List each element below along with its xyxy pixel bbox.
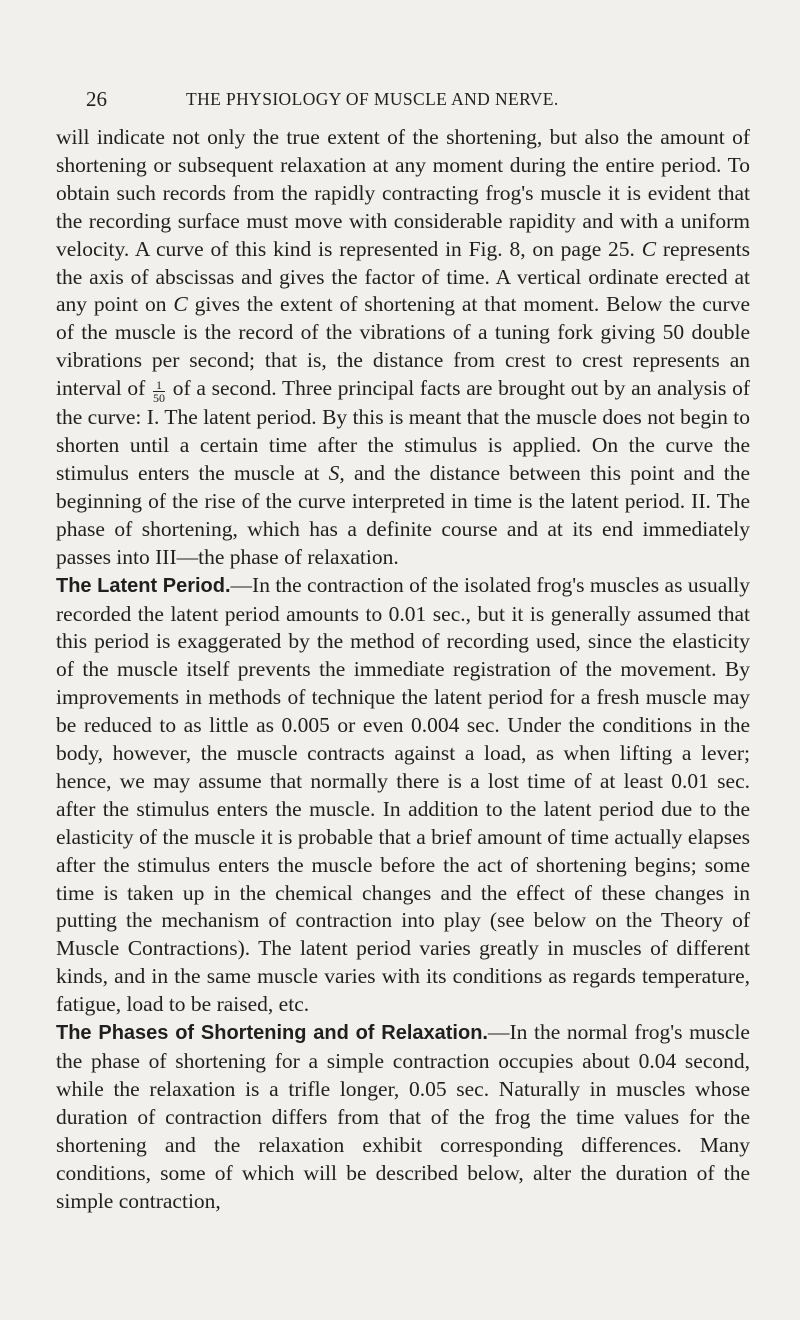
text-run: gives the extent of shortening at that moment. Below the curve of the muscle is the record of the vibrations of a tuning fork giving 50 double vibrations per second; that is, the distance from crest to crest represents an interval of (56, 292, 751, 401)
paragraph-latent-period (56, 572, 750, 1020)
text-run: and the distance between this point and the beginning of the rise of the curve interpreted in time is the latent period. II. The phase of shortening, which has a definite course and at its end immediately passes into III—the phase of relaxation. (56, 460, 750, 569)
text-run: of a second. Three principal facts are brought out by an analysis of the curve: I. The latent period. By this is meant that the muscle does not begin to shorten until a certain time after the stimulus is applied. On the curve the stimulus enters the muscle at (56, 376, 751, 485)
fraction (153, 379, 165, 404)
page-header (86, 84, 714, 114)
symbol-c: C (641, 236, 657, 261)
fraction-denominator: 50 (153, 391, 165, 406)
text-run: represents the axis of abscissas and gives the factor of time. A vertical ordinate erected at any point on (56, 236, 751, 317)
text-run: will indicate not only the true extent of the shortening, but also the amount of shortening or subsequent relaxation at any moment during the entire period. To obtain such records from the rapidly contracting frog's muscle it is evident that the recording surface must move with considerable rapidity and with a uniform velocity. A curve of this kind is represented in Fig. 8, on page 25. (56, 125, 750, 261)
paragraph-phases (56, 1019, 750, 1215)
section-heading-latent-period: The Latent Period. (56, 574, 231, 597)
paragraph-text: —In the normal frog's muscle the phase of shortening for a simple contraction occupies about 0.04 second, while the relaxation is a trifle longer, 0.05 sec. Naturally in muscles whose duration of contraction differs from that of the frog the time values for the shortening and the relaxation exhibit corresponding differences. Many conditions, some of which will be described below, alter the duration of the simple contraction, (56, 1020, 750, 1213)
paragraph-curve-description (56, 124, 750, 572)
fraction-numerator: 1 (153, 379, 165, 392)
symbol-c: C (173, 292, 188, 317)
body-text (56, 124, 750, 1215)
page-number: 26 (86, 87, 107, 111)
symbol-s: S, (328, 460, 345, 485)
running-head: THE PHYSIOLOGY OF MUSCLE AND NERVE. (186, 89, 559, 109)
paragraph-text: —In the contraction of the isolated frog's muscles as usually recorded the latent period amounts to 0.01 sec., but it is generally assumed that this period is exaggerated by the method of recording used, since the elasticity of the muscle itself prevents the immediate registration of the movement. By improvements in methods of technique the latent period for a fresh muscle may be reduced to as little as 0.005 or even 0.004 sec. Under the conditions in the body, however, the muscle contracts against a load, as when lifting a lever; hence, we may assume that normally there is a lost time of at least 0.01 sec. after the stimulus enters the muscle. In addition to the latent period due to the elasticity of the muscle it is probable that a brief amount of time actually elapses after the stimulus enters the muscle before the act of shortening begins; some time is taken up in the chemical changes and the effect of these changes in putting the mechanism of contraction into play (see below on the Theory of Muscle Contractions). The latent period varies greatly in muscles of different kinds, and in the same muscle varies with its conditions as regards temperature, fatigue, load to be raised, etc. (56, 572, 750, 1017)
section-heading-phases: The Phases of Shortening and of Relaxation. (56, 1022, 488, 1045)
